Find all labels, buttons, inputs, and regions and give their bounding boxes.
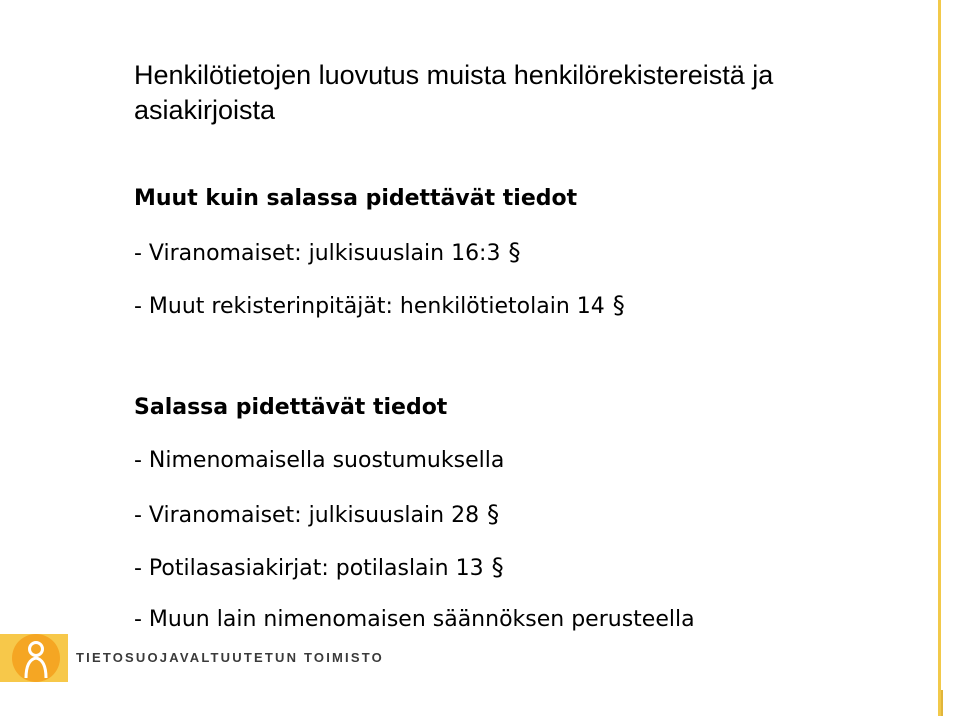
list-item-text: - Viranomaiset: julkisuuslain 28 xyxy=(134,503,480,528)
person-in-circle-icon xyxy=(24,640,48,678)
list-item xyxy=(134,552,914,582)
section-symbol: § xyxy=(508,238,521,266)
list-item xyxy=(134,237,914,267)
list-item xyxy=(134,605,914,635)
list-item-text: - Muut rekisterinpitäjät: henkilötietolain 14 xyxy=(134,294,605,319)
section-symbol: § xyxy=(487,500,500,528)
section-symbol: § xyxy=(491,553,504,581)
section-symbol: § xyxy=(612,291,625,319)
organization-name: TIETOSUOJAVALTUUTETUN TOIMISTO xyxy=(76,650,384,665)
list-item xyxy=(134,446,914,476)
section-non-confidential xyxy=(134,184,914,320)
right-border-accent-end xyxy=(941,690,943,716)
section-heading: Salassa pidettävät tiedot xyxy=(134,395,448,420)
list-item-text: - Potilasasiakirjat: potilaslain 13 xyxy=(134,556,484,581)
section-confidential xyxy=(134,393,914,635)
right-border-accent xyxy=(938,0,941,716)
list-item-text: - Nimenomaisella suostumuksella xyxy=(134,448,505,473)
section-heading: Muut kuin salassa pidettävät tiedot xyxy=(134,186,578,211)
list-item-text: - Viranomaiset: julkisuuslain 16:3 xyxy=(134,241,501,266)
list-item xyxy=(134,499,914,529)
slide-title: Henkilötietojen luovutus muista henkilörekistereistä ja asiakirjoista xyxy=(134,60,774,125)
list-item xyxy=(134,290,914,320)
list-item-text: - Muun lain nimenomaisen säännöksen perusteella xyxy=(134,607,695,632)
